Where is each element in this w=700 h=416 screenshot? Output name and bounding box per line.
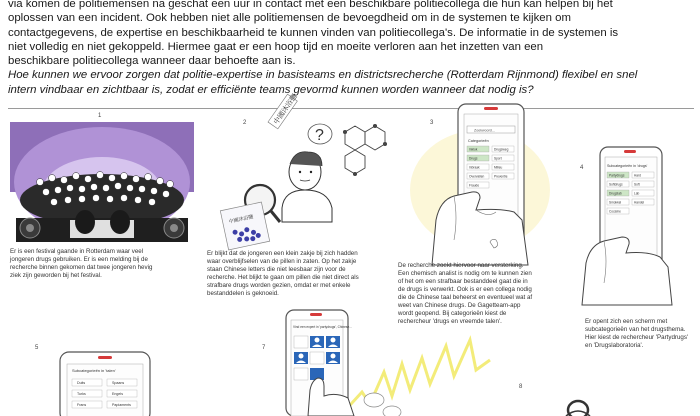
panel-caption: Er is een festival gaande in Rotterdam waar veel jongeren drugs gebruiken. Er is een melding bij de recherche binnen gekomen dat twee jongeren hevig ziek zijn geworden bij het festival. bbox=[10, 248, 153, 279]
panel-number: 3 bbox=[430, 120, 434, 126]
svg-text:Drugsweg: Drugsweg bbox=[494, 147, 509, 152]
signal-wave bbox=[340, 340, 490, 416]
panel-caption: De recherche zoekt hiervoor naar versterking. Een chemisch analist is nodig om te kunnen zien of het om een strafbaar bestanddeel gaat die in de drugs is verwerkt. Ook is er een collega nodig die de Chinese taal beheerst en eventueel wat af weet van Chinese drugs. De Gagetteam-app wordt geopend. Bij categorieën kiest de rechercheur 'drugs en vreemde talen'. bbox=[398, 262, 533, 325]
molecule-icon bbox=[343, 124, 386, 175]
pill-bag bbox=[220, 202, 269, 250]
section-divider bbox=[8, 108, 694, 109]
svg-text:Preventie: Preventie bbox=[494, 174, 508, 179]
svg-text:Fraude: Fraude bbox=[469, 183, 480, 188]
investigation-illustration bbox=[210, 93, 400, 248]
intro-line: via komen de politiemensen na geschat een uur in contact met een beschikbare politiecollega die hun kan helpen bij het bbox=[8, 0, 613, 10]
phone-header: Subcategorieën in 'talen' bbox=[72, 368, 116, 373]
intro-line: beschikbare politiecollega wanneer daar behoefte aan is. bbox=[8, 55, 296, 68]
svg-text:Soft: Soft bbox=[634, 182, 640, 187]
panel-caption: Er opent zich een scherm met subcategorieën van het drugsthema. Hier kiest de rechercheur 'Partydrugs' en 'Drugslaboratoria'. bbox=[585, 318, 689, 349]
detective-figure bbox=[282, 152, 332, 222]
panel-number: 2 bbox=[243, 120, 247, 126]
svg-text:Lab: Lab bbox=[634, 191, 640, 196]
chinese-label-text: 中國沐浴鹽 bbox=[272, 93, 299, 126]
svg-text:中國沐浴鹽: 中國沐浴鹽 bbox=[228, 214, 254, 226]
svg-text:Drugslab: Drugslab bbox=[609, 191, 622, 196]
svg-text:Duits: Duits bbox=[77, 381, 86, 385]
phone-header: Subcategorieën in 'drugs' bbox=[607, 164, 648, 168]
svg-text:Drugs: Drugs bbox=[469, 156, 478, 161]
intro-line: oplossen van een incident. Ook hebben niet alle politiemensen de bevoegdheid om in de systemen te kijken om bbox=[8, 12, 571, 25]
research-question: intern vindbaar en zichtbaar is, zodat er efficiënte teams gevormd kunnen worden wanneer dat nodig is? bbox=[8, 83, 534, 96]
svg-text:Smokkel: Smokkel bbox=[609, 200, 622, 205]
phone-header: Categorieën bbox=[468, 139, 489, 143]
svg-text:Turks: Turks bbox=[77, 392, 86, 396]
panel-number: 5 bbox=[35, 345, 39, 351]
svg-text:Frans: Frans bbox=[77, 403, 87, 407]
svg-text:Partydrugs: Partydrugs bbox=[609, 173, 625, 178]
question-mark-icon: ? bbox=[315, 127, 324, 144]
svg-text:Inklok: Inklok bbox=[469, 147, 478, 152]
svg-text:Spaans: Spaans bbox=[112, 381, 125, 385]
svg-text:Sport: Sport bbox=[494, 156, 502, 161]
handshake-illustration bbox=[540, 388, 600, 416]
person-head bbox=[568, 401, 588, 416]
panel-number: 1 bbox=[98, 113, 102, 119]
panel-number: 8 bbox=[519, 384, 523, 390]
intro-text bbox=[8, 0, 698, 97]
research-question: Hoe kunnen we ervoor zorgen dat politie-expertise in basisteams en districtsrecherche (Rotterdam Rijnmond) flexibel en snel bbox=[8, 69, 638, 82]
panel-number: 7 bbox=[262, 345, 266, 351]
intro-line: contactgegevens, de expertise en beschikbaarheid te kunnen vinden van politiecollega's. De informatie in de systemen is bbox=[8, 26, 619, 39]
svg-text:Milieu: Milieu bbox=[494, 165, 503, 170]
svg-text:Inbraak: Inbraak bbox=[469, 165, 480, 170]
svg-text:Softdrugs: Softdrugs bbox=[609, 182, 623, 187]
phone-experts-illustration bbox=[250, 300, 500, 416]
svg-text:Zoekwoord...: Zoekwoord... bbox=[474, 128, 495, 133]
chat-bubble bbox=[364, 393, 384, 407]
phone-subcategories-illustration bbox=[576, 145, 698, 305]
phone-header: Vind een expert in 'partydrugs', Chinese... bbox=[293, 325, 352, 329]
phone-languages-illustration bbox=[40, 352, 170, 416]
festival-illustration bbox=[10, 122, 194, 242]
panel-number: 4 bbox=[580, 165, 584, 171]
panel-caption: Er blijkt dat de jongeren een klein zakje bij zich hadden waar overblijfselen van de pillen in zaten. Op het zakje staan Chinese letters die niet leesbaar zijn voor de recherche. Het blijkt te gaan om pillen die niet direct als strafbare drugs worden gezien, omdat er met enkele bestanddelen is geknoeid. bbox=[207, 250, 359, 297]
svg-text:Papiaments: Papiaments bbox=[112, 403, 131, 407]
svg-text:Cocaïne: Cocaïne bbox=[609, 209, 621, 214]
svg-text:Handel: Handel bbox=[634, 200, 645, 205]
intro-line: niet volledig en niet gekoppeld. Hiermee gaat er een hoop tijd en moeite verloren aan het inzetten van een bbox=[8, 40, 544, 53]
svg-text:Hard: Hard bbox=[634, 173, 641, 178]
svg-text:Overvallen: Overvallen bbox=[469, 174, 485, 179]
phone-categories-illustration bbox=[410, 100, 570, 265]
svg-text:Engels: Engels bbox=[112, 392, 123, 396]
